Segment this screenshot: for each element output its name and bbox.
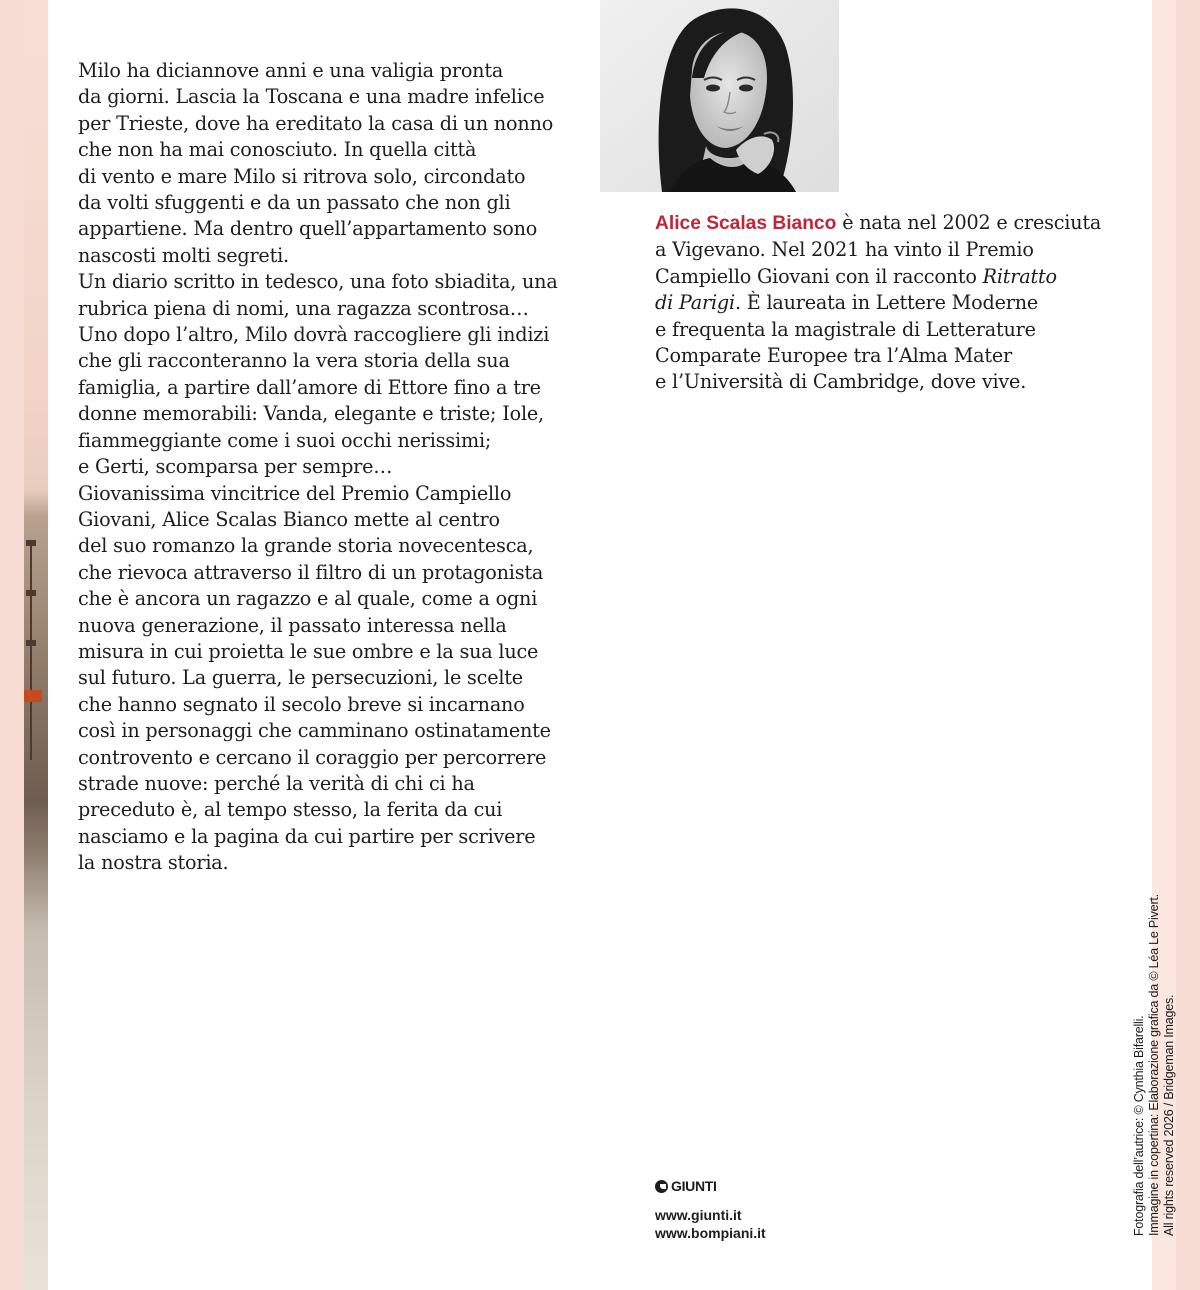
blurb-line: rubrica piena di nomi, una ragazza scontrosa…: [78, 296, 529, 320]
blurb-line: di vento e mare Milo si ritrova solo, circondato: [78, 164, 526, 188]
publisher-websites: [655, 1206, 766, 1242]
website-link[interactable]: www.giunti.it: [655, 1207, 742, 1223]
blurb-line: Uno dopo l’altro, Milo dovrà raccogliere gli indizi: [78, 323, 550, 347]
blurb-line: per Trieste, dove ha ereditato la casa di un nonno: [78, 111, 554, 135]
book-blurb: [78, 58, 558, 877]
blurb-line: da volti sfuggenti e da un passato che non gli: [78, 191, 511, 215]
blurb-line: del suo romanzo la grande storia novecentesca,: [78, 534, 534, 558]
blurb-line: che rievoca attraverso il filtro di un protagonista: [78, 560, 544, 584]
work-title: Ritratto di Parigi: [655, 264, 1057, 315]
blurb-line: Un diario scritto in tedesco, una foto sbiadita, una: [78, 270, 558, 294]
blurb-line: che è ancora un ragazzo e al quale, come a ogni: [78, 587, 538, 611]
publisher-logo-text: GIUNTI: [671, 1178, 717, 1194]
blurb-line: da giorni. Lascia la Toscana e una madre infelice: [78, 85, 545, 109]
blurb-line: Giovanissima vincitrice del Premio Campiello: [78, 481, 512, 505]
blurb-line: famiglia, a partire dall’amore di Ettore fino a tre: [78, 375, 541, 399]
blurb-line: donne memorabili: Vanda, elegante e triste; Iole,: [78, 402, 544, 426]
bio-text-part-1: è nata nel 2002 e cresciuta a Vigevano. Nel 2021 ha vinto il Premio Campiello Giovani con il racconto: [655, 211, 1102, 288]
blurb-line: e Gerti, scomparsa per sempre…: [78, 455, 393, 479]
publisher-block: [655, 1176, 766, 1242]
author-photo: [600, 0, 839, 192]
blurb-line: sul futuro. La guerra, le persecuzioni, le scelte: [78, 666, 523, 690]
credit-line: Fotografia dell’autrice: © Cynthia Bifarelli.: [1132, 1015, 1146, 1236]
bio-text-part-2: . È laureata in Lettere Moderne e frequenta la magistrale di Letterature Comparate Europee tra l’Alma Mater e l’Università di Cambridge, dove vive.: [655, 291, 1039, 394]
blurb-line: misura in cui proietta le sue ombre e la sua luce: [78, 639, 539, 663]
author-portrait-icon: [600, 0, 839, 192]
blurb-line: preceduto è, al tempo stesso, la ferita da cui: [78, 798, 503, 822]
blurb-line: la nostra storia.: [78, 851, 229, 875]
credit-line: Immagine in copertina: Elaborazione grafica da © Léa Le Pivert.: [1147, 894, 1161, 1236]
cover-illustration-strip: [24, 0, 48, 1290]
image-credits: [1132, 894, 1176, 1236]
author-name: Alice Scalas Bianco: [655, 213, 837, 234]
blurb-line: Giovani, Alice Scalas Bianco mette al centro: [78, 507, 500, 531]
publisher-logo: [655, 1176, 766, 1196]
blurb-line: che gli racconteranno la vera storia della sua: [78, 349, 510, 373]
blurb-line: nasciamo e la pagina da cui partire per scrivere: [78, 824, 536, 848]
credit-line: All rights reserved 2026 / Bridgeman Images.: [1162, 994, 1176, 1236]
back-cover: [24, 0, 1176, 1290]
blurb-line: Milo ha diciannove anni e una valigia pronta: [78, 59, 504, 82]
website-link[interactable]: www.bompiani.it: [655, 1225, 766, 1241]
blurb-line: così in personaggi che camminano ostinatamente: [78, 719, 551, 743]
blurb-line: nascosti molti segreti.: [78, 243, 289, 267]
blurb-line: strade nuove: perché la verità di chi ci ha: [78, 771, 475, 795]
blurb-line: appartiene. Ma dentro quell’appartamento sono: [78, 217, 538, 241]
blurb-line: che non ha mai conosciuto. In quella città: [78, 138, 477, 162]
author-bio: [655, 210, 1105, 396]
blurb-line: fiammeggiante come i suoi occhi nerissimi;: [78, 428, 492, 452]
blurb-line: che hanno segnato il secolo breve si incarnano: [78, 692, 525, 716]
blurb-line: controvento e cercano il coraggio per percorrere: [78, 745, 547, 769]
giunti-g-icon: [655, 1180, 668, 1193]
blurb-line: nuova generazione, il passato interessa nella: [78, 613, 507, 637]
